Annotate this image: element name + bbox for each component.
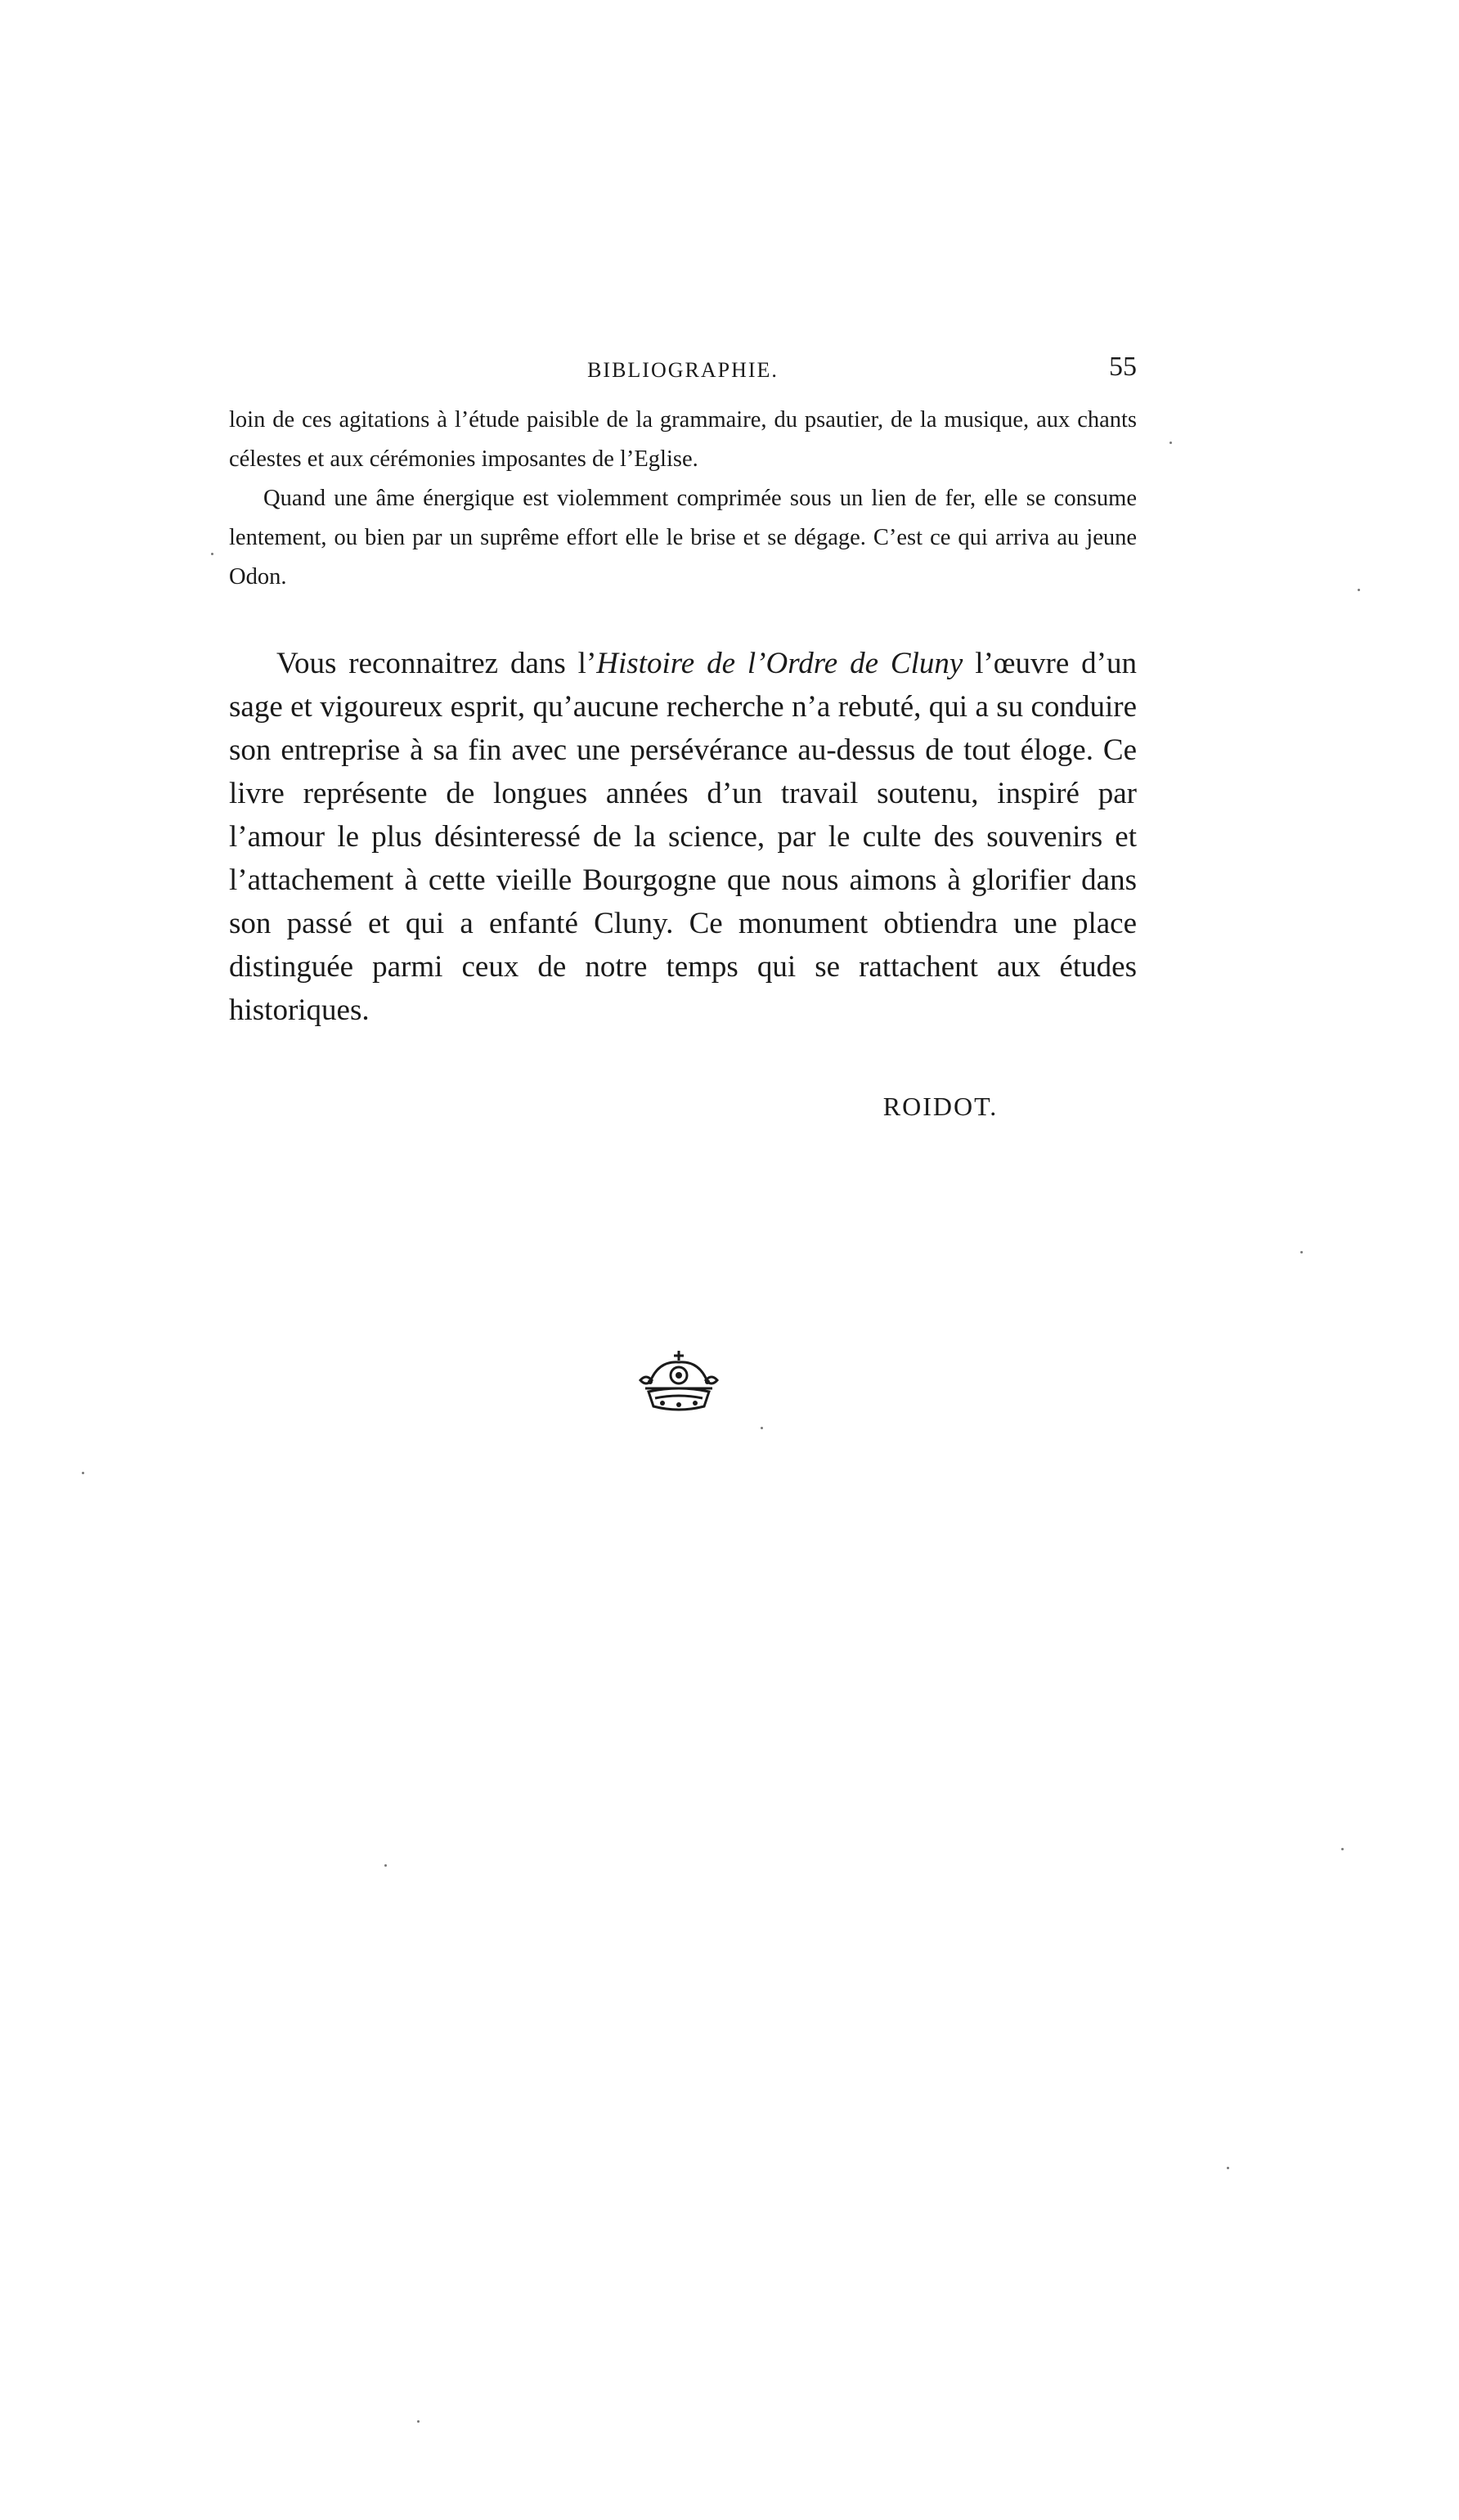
paper-speck: [761, 1427, 763, 1429]
paper-speck: [1227, 2167, 1229, 2169]
paper-speck: [82, 1472, 84, 1474]
paper-speck: [1341, 1848, 1344, 1850]
paper-speck: [417, 2420, 420, 2423]
book-title: Histoire de l’Ordre de Cluny: [596, 647, 963, 680]
running-title: BIBLIOGRAPHIE.: [587, 358, 779, 382]
paper-speck: [1300, 1251, 1303, 1253]
author-signature: ROIDOT.: [882, 1092, 999, 1121]
review-paragraph: [229, 642, 1137, 1032]
quote-paragraph: loin de ces agitations à l’étude paisible de la grammaire, du psautier, de la musique, aux chants célestes et aux cérémonies imposantes de l’Eglise.: [229, 407, 1137, 472]
page-number: 55: [1109, 352, 1137, 382]
body-paragraph: [229, 642, 1137, 1032]
paper-speck: [211, 553, 213, 555]
paper-speck: [1358, 589, 1360, 591]
crown-ornament-icon: [634, 1349, 724, 1423]
paper-speck: [384, 1864, 387, 1867]
quote-paragraph: Quand une âme énergique est violemment comprimée sous un lien de fer, elle se consume lentement, ou bien par un suprême effort elle le brise et se dégage. C’est ce qui arriva au jeune Odon.: [229, 486, 1137, 590]
running-head: [229, 352, 1137, 384]
paper-speck: [1169, 442, 1172, 444]
body-text-lead: Vous reconnaitrez dans l’: [276, 647, 597, 680]
body-text-rest: l’œuvre d’un sage et vigoureux esprit, qu’aucune recherche n’a rebuté, qui a su conduire son entreprise à sa fin avec une persévérance au-dessus de tout éloge. Ce livre représente de longues années d’un travail soutenu, inspiré par l’amour le plus désinteressé de la science, par le culte des souvenirs et l’attachement à cette vieille Bourgogne que nous aimons à glorifier dans son passé et qui a enfanté Cluny. Ce monument obtiendra une place distinguée parmi ceux de notre temps qui se rattachent aux études historiques.: [229, 647, 1137, 1027]
quoted-passage: [229, 401, 1137, 597]
